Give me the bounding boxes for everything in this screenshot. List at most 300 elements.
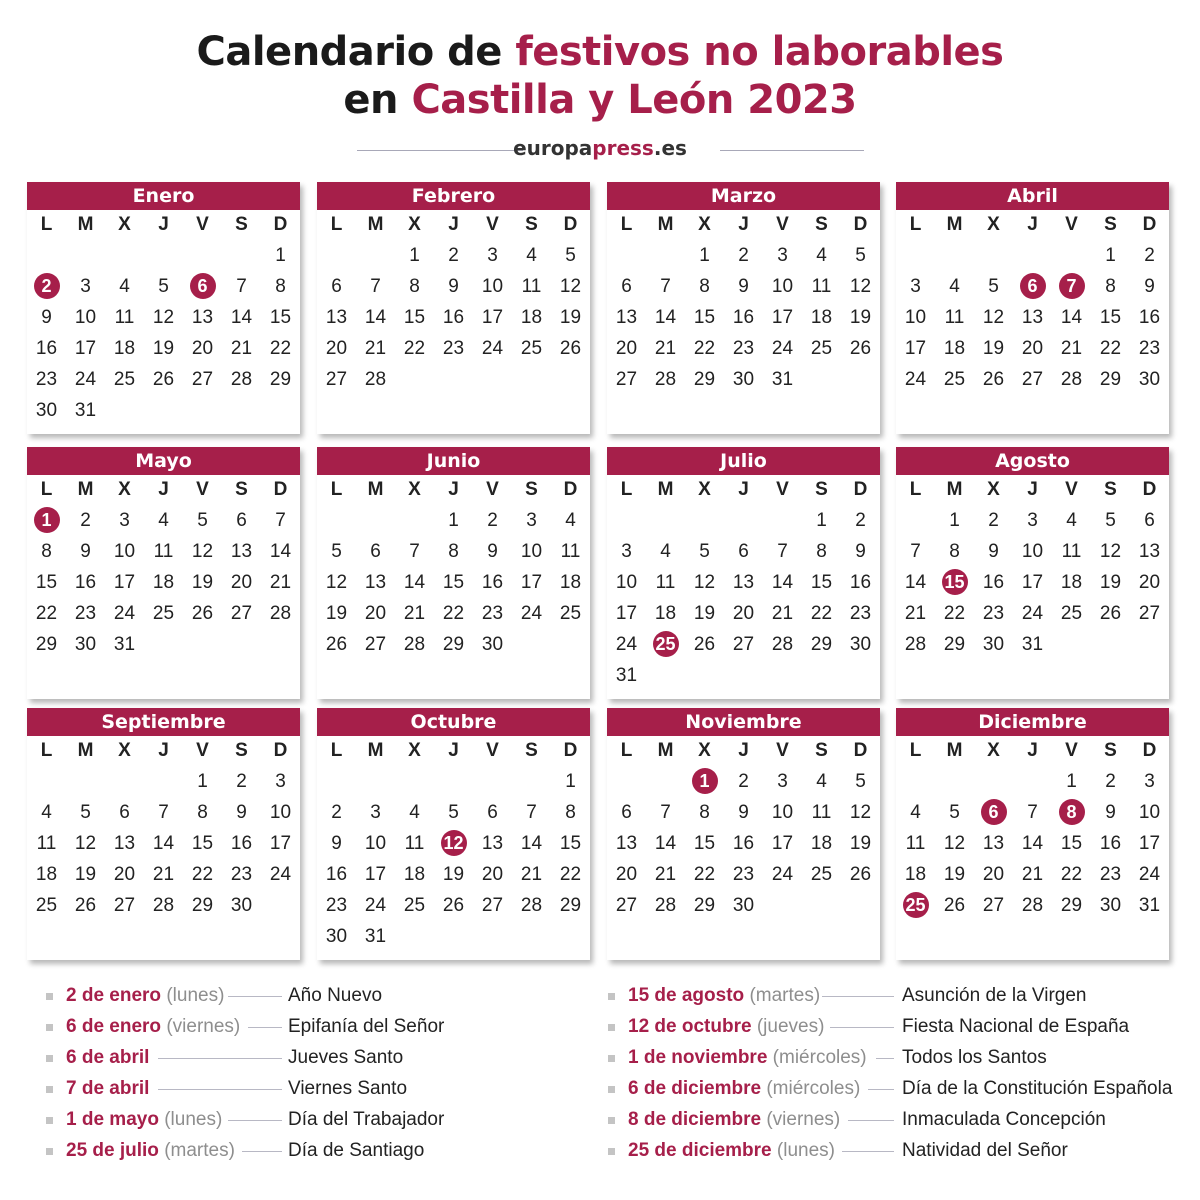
calendar-day xyxy=(607,271,646,302)
day-number: 16 xyxy=(982,572,1005,593)
weekday-header: L xyxy=(40,479,53,500)
day-number: 1 xyxy=(692,768,718,794)
calendar-day xyxy=(183,859,222,890)
calendar-day xyxy=(802,859,841,890)
day-number: 16 xyxy=(442,307,465,328)
calendar-day xyxy=(473,797,512,828)
day-number: 24 xyxy=(113,603,136,624)
day-number: 30 xyxy=(982,634,1005,655)
calendar-day xyxy=(1052,364,1091,395)
calendar-day xyxy=(763,797,802,828)
calendar-day xyxy=(763,828,802,859)
day-number: 8 xyxy=(448,541,459,562)
calendar-day xyxy=(395,859,434,890)
calendar-day xyxy=(935,828,974,859)
weekday-header: S xyxy=(525,214,538,235)
calendar-day xyxy=(473,333,512,364)
weekday-header: M xyxy=(77,740,94,761)
calendar-day xyxy=(66,828,105,859)
calendar-day xyxy=(974,271,1013,302)
calendar-day xyxy=(1130,333,1169,364)
day-number: 6 xyxy=(1020,273,1046,299)
day-number: 11 xyxy=(560,541,581,562)
holiday-day xyxy=(27,271,66,302)
calendar-day xyxy=(1130,828,1169,859)
calendar-day xyxy=(317,333,356,364)
day-number: 21 xyxy=(904,603,927,624)
day-number: 2 xyxy=(487,510,498,531)
calendar-day xyxy=(1130,240,1169,271)
day-number: 9 xyxy=(1105,802,1116,823)
calendar-day xyxy=(27,859,66,890)
day-number: 30 xyxy=(325,926,348,947)
calendar-day xyxy=(551,567,590,598)
calendar-day xyxy=(1130,505,1169,536)
weekday-header: V xyxy=(196,740,209,761)
calendar-day xyxy=(1130,302,1169,333)
day-number: 19 xyxy=(74,864,97,885)
calendar-day xyxy=(935,629,974,660)
calendar-day xyxy=(646,536,685,567)
calendar-day xyxy=(434,536,473,567)
empty-cell xyxy=(222,240,261,271)
weekday-header: J xyxy=(158,740,169,761)
day-number: 3 xyxy=(80,276,91,297)
weekday-header: L xyxy=(330,214,343,235)
calendar-day xyxy=(841,766,880,797)
day-number: 18 xyxy=(113,338,136,359)
month-name: Enero xyxy=(27,182,300,210)
calendar-day xyxy=(974,629,1013,660)
day-number: 30 xyxy=(1138,369,1161,390)
calendar-day xyxy=(66,302,105,333)
empty-cell xyxy=(935,240,974,271)
calendar-day xyxy=(1013,797,1052,828)
calendar-day xyxy=(512,240,551,271)
calendar-day xyxy=(317,921,356,952)
day-number: 17 xyxy=(520,572,543,593)
calendar-day xyxy=(261,859,300,890)
calendar-day xyxy=(434,302,473,333)
day-number: 31 xyxy=(113,634,136,655)
day-number: 18 xyxy=(520,307,543,328)
day-number: 17 xyxy=(615,603,638,624)
holiday-name: Fiesta Nacional de España xyxy=(902,1016,1130,1037)
month-days-grid xyxy=(607,736,880,921)
weekday-header: X xyxy=(698,479,711,500)
calendar-day xyxy=(395,598,434,629)
calendar-day xyxy=(802,629,841,660)
day-number: 26 xyxy=(849,864,872,885)
calendar-day xyxy=(356,302,395,333)
calendar-day xyxy=(896,536,935,567)
weekday-header: J xyxy=(1027,479,1038,500)
day-number: 12 xyxy=(559,276,582,297)
day-number: 19 xyxy=(982,338,1005,359)
calendar-day xyxy=(434,271,473,302)
calendar-day xyxy=(1052,890,1091,921)
day-number: 18 xyxy=(943,338,966,359)
day-number: 25 xyxy=(810,338,833,359)
day-number: 25 xyxy=(810,864,833,885)
calendar-day xyxy=(841,567,880,598)
empty-cell xyxy=(27,766,66,797)
day-number: 17 xyxy=(771,307,794,328)
day-number: 28 xyxy=(269,603,292,624)
calendar-day xyxy=(356,629,395,660)
day-number: 25 xyxy=(520,338,543,359)
calendar-day xyxy=(261,766,300,797)
calendar-day xyxy=(763,536,802,567)
calendar-day xyxy=(896,567,935,598)
day-number: 2 xyxy=(988,510,999,531)
day-number: 15 xyxy=(442,572,465,593)
day-number: 5 xyxy=(855,245,866,266)
calendar-day xyxy=(27,828,66,859)
calendar-day xyxy=(27,797,66,828)
weekday-header: X xyxy=(408,740,421,761)
calendar-day xyxy=(473,828,512,859)
day-number: 8 xyxy=(409,276,420,297)
calendar-day xyxy=(1013,598,1052,629)
day-number: 18 xyxy=(810,307,833,328)
calendar-day xyxy=(27,395,66,426)
holiday-weekday: (martes) xyxy=(164,1140,235,1161)
day-number: 20 xyxy=(364,603,387,624)
calendar-day xyxy=(935,364,974,395)
calendar-day xyxy=(317,598,356,629)
day-number: 31 xyxy=(74,400,97,421)
day-number: 27 xyxy=(615,369,638,390)
month-days-grid xyxy=(607,210,880,395)
weekday-header: D xyxy=(853,214,868,235)
calendar-day xyxy=(512,828,551,859)
bullet-icon xyxy=(608,1086,615,1093)
holiday-name: Jueves Santo xyxy=(288,1047,404,1068)
calendar-day xyxy=(317,890,356,921)
legend-item xyxy=(46,1138,626,1169)
day-number: 10 xyxy=(364,833,387,854)
month-name: Diciembre xyxy=(896,708,1169,736)
calendar-day xyxy=(473,890,512,921)
day-number: 23 xyxy=(481,603,504,624)
day-number: 28 xyxy=(654,895,677,916)
weekday-header: M xyxy=(657,214,674,235)
day-number: 4 xyxy=(910,802,921,823)
day-number: 16 xyxy=(74,572,97,593)
day-number: 24 xyxy=(904,369,927,390)
calendar-day xyxy=(607,859,646,890)
calendar-day xyxy=(144,567,183,598)
holiday-weekday: (viernes) xyxy=(766,1109,841,1130)
calendar-day xyxy=(935,271,974,302)
day-number: 5 xyxy=(988,276,999,297)
calendar-day xyxy=(551,240,590,271)
day-number: 23 xyxy=(442,338,465,359)
calendar-day xyxy=(935,797,974,828)
month-days-grid xyxy=(896,475,1169,660)
calendar-day xyxy=(434,890,473,921)
empty-cell xyxy=(607,766,646,797)
calendar-day xyxy=(646,859,685,890)
day-number: 7 xyxy=(158,802,169,823)
day-number: 27 xyxy=(325,369,348,390)
day-number: 24 xyxy=(1138,864,1161,885)
day-number: 25 xyxy=(559,603,582,624)
calendar-day xyxy=(434,333,473,364)
calendar-day xyxy=(841,859,880,890)
calendar-day xyxy=(724,797,763,828)
calendar-day xyxy=(434,629,473,660)
calendar-day xyxy=(261,271,300,302)
day-number: 15 xyxy=(269,307,292,328)
calendar-day xyxy=(261,598,300,629)
day-number: 13 xyxy=(364,572,387,593)
day-number: 19 xyxy=(1099,572,1122,593)
legend-date xyxy=(628,983,820,1009)
weekday-header: S xyxy=(235,214,248,235)
calendar-day xyxy=(395,629,434,660)
day-number: 20 xyxy=(615,338,638,359)
day-number: 2 xyxy=(80,510,91,531)
day-number: 24 xyxy=(615,634,638,655)
calendar-day xyxy=(1052,505,1091,536)
day-number: 13 xyxy=(481,833,504,854)
calendar-day xyxy=(183,505,222,536)
calendar-day xyxy=(356,890,395,921)
subtitle-text: en xyxy=(343,77,412,123)
month-name: Abril xyxy=(896,182,1169,210)
day-number: 9 xyxy=(331,833,342,854)
day-number: 8 xyxy=(1059,799,1085,825)
legend-date xyxy=(628,1014,824,1040)
empty-cell xyxy=(317,766,356,797)
calendar-day xyxy=(1052,536,1091,567)
calendar-day xyxy=(317,629,356,660)
day-number: 25 xyxy=(113,369,136,390)
day-number: 7 xyxy=(660,802,671,823)
calendar-day xyxy=(685,302,724,333)
weekday-header: J xyxy=(448,479,459,500)
calendar-day xyxy=(27,536,66,567)
calendar-day xyxy=(434,598,473,629)
calendar-day xyxy=(1091,859,1130,890)
weekday-header: M xyxy=(77,214,94,235)
calendar-day xyxy=(1013,890,1052,921)
legend-date xyxy=(66,1014,240,1040)
day-number: 5 xyxy=(699,541,710,562)
month-name: Octubre xyxy=(317,708,590,736)
month-days-grid xyxy=(317,736,590,952)
weekday-header: S xyxy=(815,214,828,235)
month-11 xyxy=(896,708,1169,960)
calendar-day xyxy=(802,333,841,364)
calendar-day xyxy=(607,567,646,598)
empty-cell xyxy=(144,766,183,797)
day-number: 21 xyxy=(152,864,175,885)
calendar-day xyxy=(1130,536,1169,567)
weekday-header: M xyxy=(946,214,963,235)
source-credit xyxy=(0,136,1200,160)
calendar-day xyxy=(551,828,590,859)
day-number: 27 xyxy=(230,603,253,624)
calendar-day xyxy=(685,797,724,828)
calendar-day xyxy=(144,302,183,333)
day-number: 28 xyxy=(1060,369,1083,390)
calendar-day xyxy=(105,629,144,660)
month-days-grid xyxy=(27,736,300,921)
weekday-header: V xyxy=(486,740,499,761)
calendar-day xyxy=(473,598,512,629)
day-number: 24 xyxy=(269,864,292,885)
day-number: 4 xyxy=(119,276,130,297)
day-number: 9 xyxy=(738,802,749,823)
day-number: 21 xyxy=(230,338,253,359)
day-number: 27 xyxy=(732,634,755,655)
title-highlight: festivos no laborables xyxy=(515,29,1004,75)
empty-cell xyxy=(1013,766,1052,797)
empty-cell xyxy=(646,505,685,536)
holiday-name: Año Nuevo xyxy=(288,985,383,1006)
calendar-day xyxy=(1091,364,1130,395)
calendar-day xyxy=(434,240,473,271)
calendar-day xyxy=(685,598,724,629)
day-number: 7 xyxy=(236,276,247,297)
calendar-day xyxy=(763,240,802,271)
weekday-header: X xyxy=(987,214,1000,235)
calendar-day xyxy=(222,333,261,364)
calendar-day xyxy=(317,364,356,395)
day-number: 3 xyxy=(526,510,537,531)
calendar-day xyxy=(473,302,512,333)
calendar-day xyxy=(896,333,935,364)
calendar-day xyxy=(356,536,395,567)
calendar-day xyxy=(183,890,222,921)
calendar-day xyxy=(841,797,880,828)
day-number: 20 xyxy=(325,338,348,359)
day-number: 5 xyxy=(855,771,866,792)
calendar-day xyxy=(105,797,144,828)
calendar-day xyxy=(1130,859,1169,890)
day-number: 28 xyxy=(654,369,677,390)
day-number: 8 xyxy=(699,276,710,297)
calendar-day xyxy=(974,828,1013,859)
calendar-day xyxy=(802,797,841,828)
calendar-day xyxy=(607,890,646,921)
empty-cell xyxy=(935,766,974,797)
calendar-day xyxy=(935,890,974,921)
calendar-day xyxy=(763,629,802,660)
calendar-day xyxy=(551,797,590,828)
day-number: 7 xyxy=(409,541,420,562)
bullet-icon xyxy=(46,1086,53,1093)
bullet-icon xyxy=(608,1148,615,1155)
legend-date xyxy=(628,1076,860,1102)
day-number: 11 xyxy=(521,276,542,297)
day-number: 1 xyxy=(34,507,60,533)
day-number: 4 xyxy=(816,771,827,792)
legend-item xyxy=(608,1014,1188,1045)
calendar-day xyxy=(1091,302,1130,333)
empty-cell xyxy=(896,766,935,797)
weekday-header: L xyxy=(330,740,343,761)
empty-cell xyxy=(1052,240,1091,271)
calendar-day xyxy=(551,271,590,302)
day-number: 14 xyxy=(520,833,543,854)
day-number: 14 xyxy=(269,541,292,562)
calendar-day xyxy=(317,859,356,890)
calendar-day xyxy=(222,271,261,302)
calendar-day xyxy=(183,766,222,797)
calendar-day xyxy=(512,859,551,890)
calendar-day xyxy=(261,536,300,567)
month-name: Septiembre xyxy=(27,708,300,736)
day-number: 25 xyxy=(403,895,426,916)
day-number: 7 xyxy=(910,541,921,562)
holiday-weekday: (viernes) xyxy=(166,1016,241,1037)
day-number: 4 xyxy=(1066,510,1077,531)
calendar-day xyxy=(724,890,763,921)
calendar-day xyxy=(395,536,434,567)
weekday-header: J xyxy=(448,214,459,235)
calendar-day xyxy=(105,859,144,890)
calendar-day xyxy=(222,766,261,797)
day-number: 5 xyxy=(1105,510,1116,531)
bullet-icon xyxy=(46,1117,53,1124)
day-number: 1 xyxy=(1066,771,1077,792)
day-number: 25 xyxy=(903,892,929,918)
legend-item xyxy=(608,983,1188,1014)
holiday-day xyxy=(974,797,1013,828)
calendar-day xyxy=(473,859,512,890)
bullet-icon xyxy=(46,1055,53,1062)
day-number: 29 xyxy=(1099,369,1122,390)
weekday-header: V xyxy=(1065,740,1078,761)
day-number: 6 xyxy=(331,276,342,297)
day-number: 2 xyxy=(1105,771,1116,792)
day-number: 20 xyxy=(615,864,638,885)
calendar-day xyxy=(434,505,473,536)
weekday-header: D xyxy=(563,214,578,235)
day-number: 22 xyxy=(403,338,426,359)
calendar-day xyxy=(724,859,763,890)
holiday-name: Asunción de la Virgen xyxy=(902,985,1087,1006)
weekday-header: V xyxy=(1065,479,1078,500)
bullet-icon xyxy=(608,1024,615,1031)
calendar-day xyxy=(66,859,105,890)
day-number: 15 xyxy=(559,833,582,854)
day-number: 22 xyxy=(1099,338,1122,359)
leader-line xyxy=(158,1089,282,1090)
weekday-header: J xyxy=(738,740,749,761)
weekday-header: D xyxy=(563,479,578,500)
calendar-day xyxy=(66,271,105,302)
day-number: 22 xyxy=(559,864,582,885)
empty-cell xyxy=(317,505,356,536)
day-number: 7 xyxy=(1059,273,1085,299)
day-number: 12 xyxy=(74,833,97,854)
day-number: 25 xyxy=(943,369,966,390)
day-number: 5 xyxy=(448,802,459,823)
day-number: 27 xyxy=(191,369,214,390)
calendar-day xyxy=(685,828,724,859)
weekday-header: S xyxy=(235,740,248,761)
calendar-day xyxy=(183,536,222,567)
calendar-day xyxy=(261,333,300,364)
empty-cell xyxy=(105,766,144,797)
calendar-day xyxy=(646,333,685,364)
day-number: 28 xyxy=(364,369,387,390)
